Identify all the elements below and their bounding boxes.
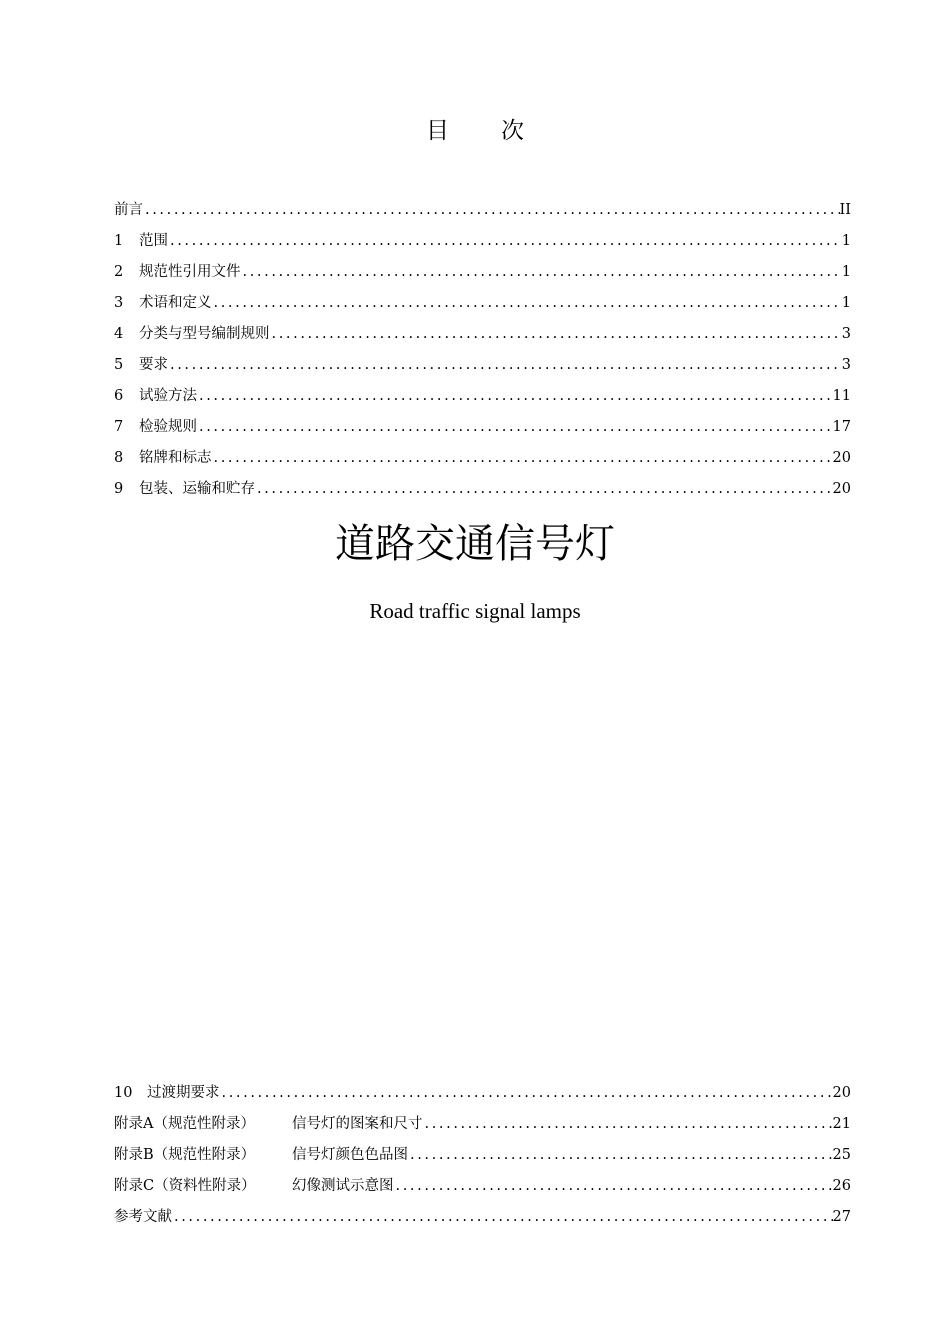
toc-entry-label: 过渡期要求: [147, 1085, 220, 1101]
toc-entry-annex-a[interactable]: [114, 1113, 851, 1144]
toc-entry-4[interactable]: [114, 323, 851, 354]
toc-entry-number: 3: [114, 295, 124, 311]
toc-entry-number: 1: [114, 233, 124, 249]
toc-leader: [220, 1082, 833, 1104]
toc-entry-label: 范围: [139, 233, 168, 249]
toc-leader: [172, 1206, 833, 1228]
toc-entry-number: 9: [114, 481, 124, 497]
toc-entry-page: 26: [832, 1178, 851, 1194]
annex-tag: 附录C（资料性附录）: [114, 1178, 256, 1194]
toc-leader: [394, 1175, 833, 1197]
toc-leader: [197, 385, 833, 407]
toc-entry-page: 27: [832, 1209, 851, 1225]
toc-entry-1[interactable]: [114, 230, 851, 261]
toc-list-bottom: [114, 1082, 851, 1237]
toc-entry-label: 前言: [114, 202, 143, 218]
toc-entry-2[interactable]: [114, 261, 851, 292]
toc-leader: [212, 447, 833, 469]
annex-tag: 附录A（规范性附录）: [114, 1116, 255, 1132]
toc-entry-page: 3: [841, 357, 851, 373]
toc-leader: [423, 1113, 833, 1135]
toc-entry-8[interactable]: [114, 447, 851, 478]
toc-entry-label: 术语和定义: [139, 295, 212, 311]
toc-entry-10[interactable]: [114, 1082, 851, 1113]
toc-entry-page: 1: [841, 264, 851, 280]
toc-leader: [143, 199, 840, 221]
toc-list-top: [114, 199, 851, 509]
toc-entry-5[interactable]: [114, 354, 851, 385]
toc-entry-label: 参考文献: [114, 1209, 172, 1225]
toc-entry-label: 分类与型号编制规则: [139, 326, 270, 342]
toc-entry-number: 4: [114, 326, 124, 342]
toc-entry-7[interactable]: [114, 416, 851, 447]
toc-leader: [212, 292, 842, 314]
toc-heading-char-2: 次: [501, 118, 524, 144]
toc-entry-page: 1: [841, 233, 851, 249]
toc-entry-9[interactable]: [114, 478, 851, 509]
toc-entry-label: 信号灯颜色色品图: [292, 1147, 408, 1163]
toc-entry-foreword[interactable]: [114, 199, 851, 230]
toc-entry-number: 5: [114, 357, 124, 373]
toc-entry-page: 1: [841, 295, 851, 311]
toc-entry-page: II: [839, 202, 851, 218]
toc-leader: [408, 1144, 833, 1166]
toc-entry-page: 20: [832, 1085, 851, 1101]
toc-heading-char-1: 目: [426, 118, 449, 144]
toc-leader: [270, 323, 842, 345]
toc-leader: [255, 478, 833, 500]
toc-leader: [168, 354, 842, 376]
document-subtitle: Road traffic signal lamps: [369, 599, 581, 623]
toc-heading: [0, 112, 950, 145]
toc-entry-label: 检验规则: [139, 419, 197, 435]
toc-entry-number: 10: [114, 1085, 133, 1101]
toc-entry-page: 3: [841, 326, 851, 342]
toc-entry-label: 幻像测试示意图: [292, 1178, 394, 1194]
document-title: 道路交通信号灯: [335, 521, 615, 567]
annex-tag: 附录B（规范性附录）: [114, 1147, 256, 1163]
toc-entry-page: 21: [832, 1116, 851, 1132]
toc-entry-page: 20: [832, 450, 851, 466]
toc-entry-number: 6: [114, 388, 124, 404]
toc-entry-label: 试验方法: [139, 388, 197, 404]
toc-entry-label: 包装、运输和贮存: [139, 481, 255, 497]
toc-entry-number: 8: [114, 450, 124, 466]
toc-entry-annex-c[interactable]: [114, 1175, 851, 1206]
toc-entry-6[interactable]: [114, 385, 851, 416]
toc-entry-page: 25: [832, 1147, 851, 1163]
toc-entry-label: 规范性引用文件: [139, 264, 241, 280]
toc-entry-annex-b[interactable]: [114, 1144, 851, 1175]
toc-entry-3[interactable]: [114, 292, 851, 323]
toc-entry-number: 2: [114, 264, 124, 280]
toc-entry-page: 11: [832, 388, 851, 404]
toc-entry-label: 信号灯的图案和尺寸: [292, 1116, 423, 1132]
toc-entry-label: 铭牌和标志: [139, 450, 212, 466]
toc-leader: [197, 416, 833, 438]
toc-leader: [168, 230, 842, 252]
toc-entry-references[interactable]: [114, 1206, 851, 1237]
toc-entry-label: 要求: [139, 357, 168, 373]
toc-entry-number: 7: [114, 419, 124, 435]
toc-leader: [241, 261, 842, 283]
toc-entry-page: 20: [832, 481, 851, 497]
toc-entry-page: 17: [832, 419, 851, 435]
